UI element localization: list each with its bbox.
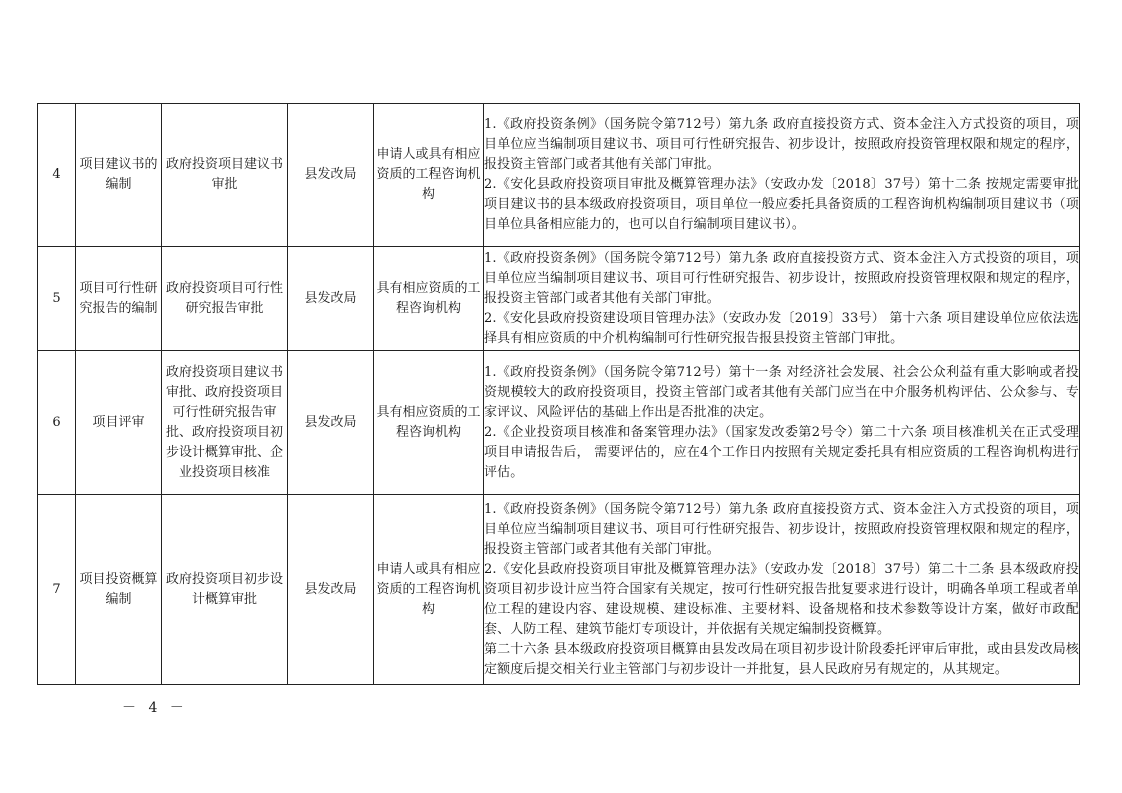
legal-basis-cell bbox=[484, 495, 1080, 685]
approval-matter-cell: 政府投资项目初步设计概算审批 bbox=[162, 495, 288, 685]
service-item-cell: 项目评审 bbox=[76, 351, 162, 495]
legal-basis-paragraph: 1.《政府投资条例》（国务院令第712号）第九条 政府直接投资方式、资本金注入方式投资的项目，项目单位应当编制项目建议书、项目可行性研究报告、初步设计，按照政府投资管理权限和规定的程序，报投资主管部门或者其他有关部门审批。 bbox=[484, 501, 1079, 557]
table-row bbox=[38, 495, 1080, 685]
service-item-cell: 项目可行性研究报告的编制 bbox=[76, 247, 162, 351]
row-number-cell: 5 bbox=[38, 247, 76, 351]
table-row bbox=[38, 104, 1080, 247]
table-body bbox=[38, 104, 1080, 685]
legal-basis-paragraph: 1.《政府投资条例》（国务院令第712号）第九条 政府直接投资方式、资本金注入方式投资的项目，项目单位应当编制项目建议书、项目可行性研究报告、初步设计，按照政府投资管理权限和规定的程序，报投资主管部门或者其他有关部门审批。 bbox=[484, 117, 1079, 172]
table-row bbox=[38, 351, 1080, 495]
executor-cell: 申请人或具有相应资质的工程咨询机构 bbox=[374, 495, 484, 685]
executor-cell: 具有相应资质的工程咨询机构 bbox=[374, 351, 484, 495]
approval-matter-cell: 政府投资项目建议书审批、政府投资项目可行性研究报告审批、政府投资项目初步设计概算审批、企业投资项目核准 bbox=[162, 351, 288, 495]
table-row bbox=[38, 247, 1080, 351]
legal-basis-paragraph: 1.《政府投资条例》（国务院令第712号）第九条 政府直接投资方式、资本金注入方式投资的项目，项目单位应当编制项目建议书、项目可行性研究报告、初步设计，按照政府投资管理权限和规定的程序，报投资主管部门或者其他有关部门审批。 bbox=[484, 250, 1079, 306]
legal-basis-paragraph: 2.《安化县政府投资项目审批及概算管理办法》（安政办发〔2018〕37号）第十二条 按规定需要审批项目建议书的县本级政府投资项目，项目单位一般应委托具备资质的工程咨询机构编制项目建议书（项目单位具备相应能力的，也可以自行编制项目建议书）。 bbox=[484, 177, 1079, 232]
service-item-cell: 项目投资概算编制 bbox=[76, 495, 162, 685]
legal-basis-paragraph: 2.《企业投资项目核准和备案管理办法》（国家发改委第2号令）第二十六条 项目核准机关在正式受理项目申请报告后， 需要评估的，应在4个工作日内按照有关规定委托具有相应资质的工程咨询机构进行评估。 bbox=[484, 424, 1079, 480]
legal-basis-paragraph: 2.《安化县政府投资建设项目管理办法》（安政办发〔2019〕33号） 第十六条 项目建设单位应依法选择具有相应资质的中介机构编制可行性研究报告报县投资主管部门审批。 bbox=[484, 310, 1079, 346]
department-cell: 县发改局 bbox=[288, 247, 374, 351]
legal-basis-paragraph: 第二十六条 县本级政府投资项目概算由县发改局在项目初步设计阶段委托评审后审批，或由县发改局核定额度后提交相关行业主管部门与初步设计一并批复，县人民政府另有规定的，从其规定。 bbox=[484, 641, 1079, 677]
row-number-cell: 4 bbox=[38, 104, 76, 247]
executor-cell: 申请人或具有相应资质的工程咨询机构 bbox=[374, 104, 484, 247]
legal-basis-cell bbox=[484, 351, 1080, 495]
legal-basis-paragraph: 2.《安化县政府投资项目审批及概算管理办法》（安政办发〔2018〕37号）第二十二条 县本级政府投资项目初步设计应当符合国家有关规定，按可行性研究报告批复要求进行设计，明确各单项工程或者单位工程的建设内容、建设规模、建设标准、主要材料、设备规格和技术参数等设计方案，做好市政配套、人防工程、建筑节能灯专项设计，并依据有关规定编制投资概算。 bbox=[484, 561, 1079, 637]
service-item-cell: 项目建议书的编制 bbox=[76, 104, 162, 247]
department-cell: 县发改局 bbox=[288, 104, 374, 247]
approval-matter-cell: 政府投资项目建议书审批 bbox=[162, 104, 288, 247]
legal-basis-cell bbox=[484, 247, 1080, 351]
executor-cell: 具有相应资质的工程咨询机构 bbox=[374, 247, 484, 351]
approval-matter-cell: 政府投资项目可行性研究报告审批 bbox=[162, 247, 288, 351]
department-cell: 县发改局 bbox=[288, 351, 374, 495]
service-items-table bbox=[37, 103, 1080, 685]
page-number: － 4 － bbox=[122, 700, 188, 716]
department-cell: 县发改局 bbox=[288, 495, 374, 685]
legal-basis-cell bbox=[484, 104, 1080, 247]
row-number-cell: 7 bbox=[38, 495, 76, 685]
legal-basis-paragraph: 1.《政府投资条例》（国务院令第712号）第十一条 对经济社会发展、社会公众利益有重大影响或者投资规模较大的政府投资项目，投资主管部门或者其他有关部门应当在中介服务机构评估、公众参与、专家评议、风险评估的基础上作出是否批准的决定。 bbox=[484, 364, 1079, 420]
row-number-cell: 6 bbox=[38, 351, 76, 495]
